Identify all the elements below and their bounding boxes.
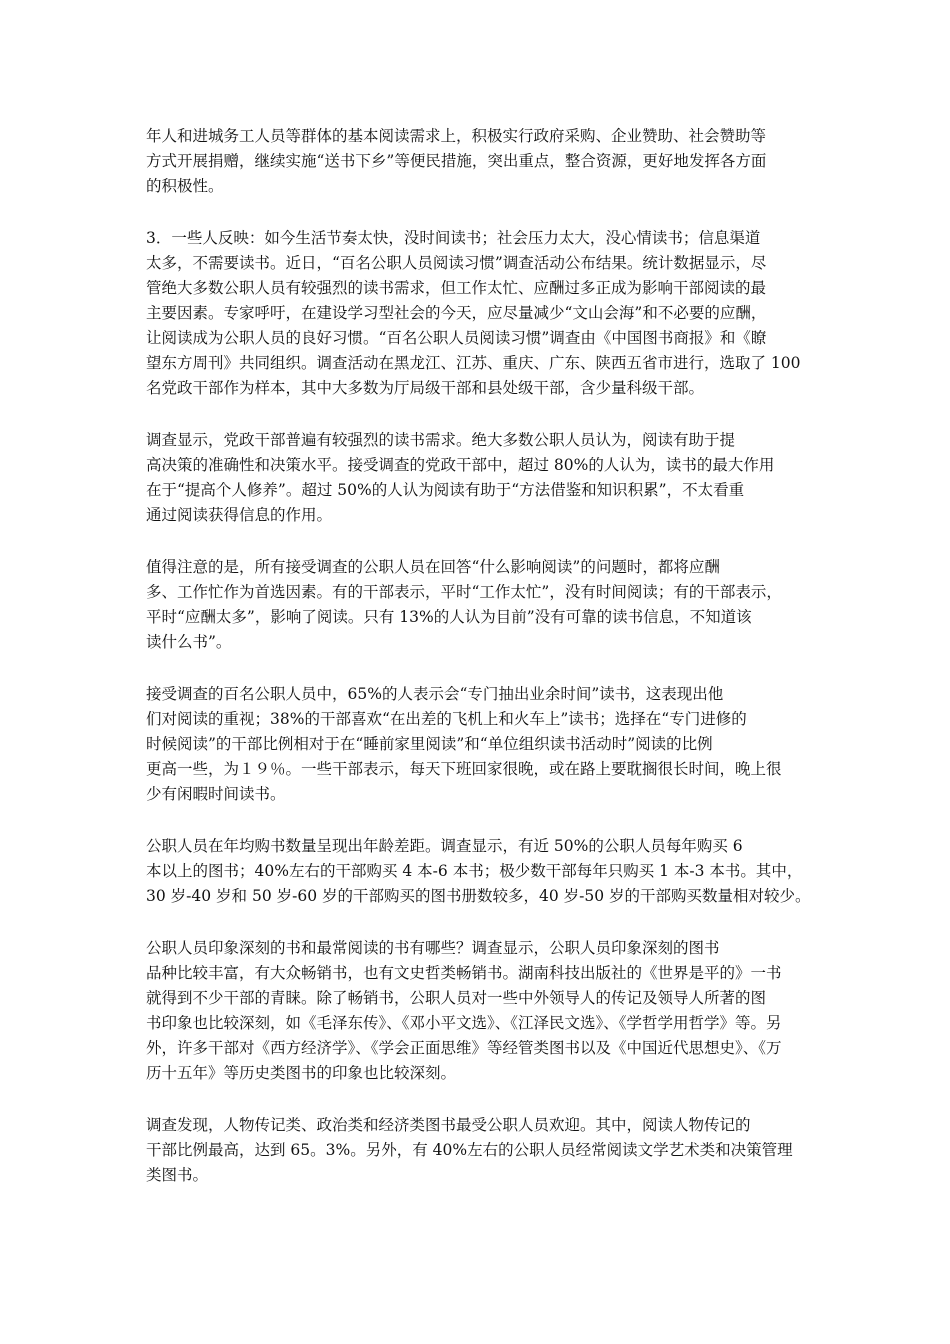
paragraph: 3．一些人反映：如今生活节奏太快，没时间读书；社会压力太大，没心情读书；信息渠道 太多，不需要读书。近日，“百名公职人员阅读习惯”调查活动公布结果。统计数据显示，尽 管绝大多数公职人员有较强烈的读书需求，但工作太忙、应酬过多正成为影响干部阅读的最 主要因素。专家呼吁，在建设学习型社会的今天，应尽量减少“文山会海”和不必要的应酬， 让阅读成为公职人员的良好习惯。“百名公职人员阅读习惯”调查由《中国图书商报》和《瞭 望东方周刊》共同组织。调查活动在黑龙江、江苏、重庆、广东、陕西五省市进行，选取了 100 名党政干部作为样本，其中大多数为厅局级干部和县处级干部，含少量科级干部。 — [146, 229, 801, 397]
paragraph: 公职人员在年均购书数量呈现出年龄差距。调查显示，有近 50%的公职人员每年购买 6 本以上的图书；40%左右的干部购买 4 本-6 本书；极少数干部每年只购买 1 本-3 本书。其中， 30 岁-40 岁和 50 岁-60 岁的干部购买的图书册数较多，40 岁-50 岁的干部购买数量相对较少。 — [146, 837, 811, 905]
paragraph: 年人和进城务工人员等群体的基本阅读需求上，积极实行政府采购、企业赞助、社会赞助等 方式开展捐赠，继续实施“送书下乡”等便民措施，突出重点，整合资源，更好地发挥各方面 的积极性。 — [146, 127, 767, 195]
paragraph: 接受调查的百名公职人员中，65%的人表示会“专门抽出业余时间”读书，这表现出他 们对阅读的重视；38%的干部喜欢“在出差的飞机上和火车上”读书；选择在“专门进修的 时候阅读”的干部比例相对于在“睡前家里阅读”和“单位组织读书活动时”阅读的比例 更高一些，为１９％。一些干部表示，每天下班回家很晚，或在路上要耽搁很长时间，晚上很 少有闲暇时间读书。 — [146, 685, 782, 803]
paragraph: 值得注意的是，所有接受调查的公职人员在回答“什么影响阅读”的问题时，都将应酬 多、工作忙作为首选因素。有的干部表示，平时“工作太忙”，没有时间阅读；有的干部表示， 平时“应酬太多”，影响了阅读。只有 13%的人认为目前”没有可靠的读书信息，不知道该 读什么书”。 — [146, 558, 782, 651]
document-page — [146, 124, 820, 1215]
paragraph: 公职人员印象深刻的书和最常阅读的书有哪些？调查显示，公职人员印象深刻的图书 品种比较丰富，有大众畅销书，也有文史哲类畅销书。湖南科技出版社的《世界是平的》一书 就得到不少干部的青睐。除了畅销书，公职人员对一些中外领导人的传记及领导人所著的图 书印象也比较深刻，如《毛泽东传》、《邓小平文选》、《江泽民文选》、《学哲学用哲学》等。另 外，许多干部对《西方经济学》、《学会正面思维》等经管类图书以及《中国近代思想史》、《万 历十五年》等历史类图书的印象也比较深刻。 — [146, 939, 782, 1082]
paragraph: 调查显示，党政干部普遍有较强烈的读书需求。绝大多数公职人员认为，阅读有助于提 高决策的准确性和决策水平。接受调查的党政干部中，超过 80%的人认为，读书的最大作用 在于“提高个人修养”。超过 50%的人认为阅读有助于“方法借鉴和知识积累”，不太看重 通过阅读获得信息的作用。 — [146, 431, 775, 524]
paragraph: 调查发现，人物传记类、政治类和经济类图书最受公职人员欢迎。其中，阅读人物传记的 干部比例最高，达到 65。3%。另外，有 40%左右的公职人员经常阅读文学艺术类和决策管理 类图书。 — [146, 1116, 793, 1184]
